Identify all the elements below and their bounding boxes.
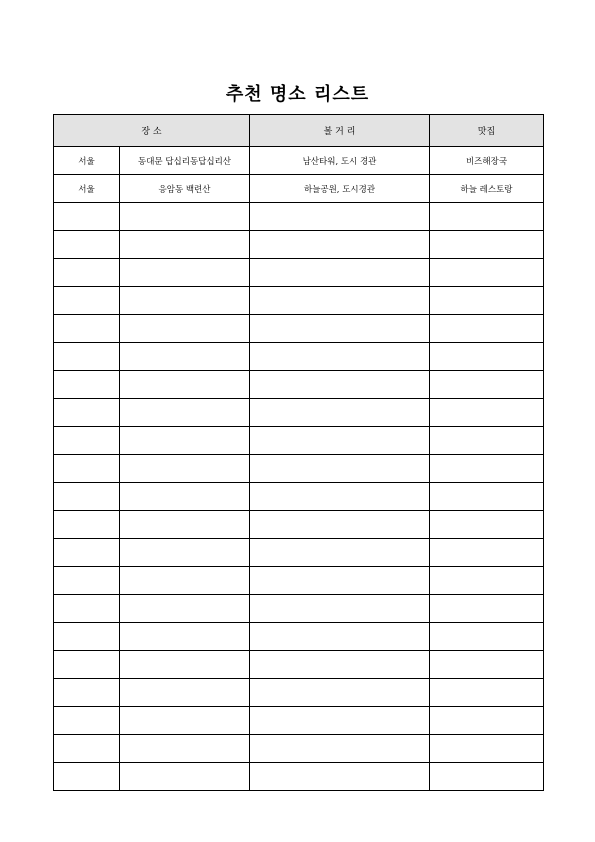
- table-row: [54, 707, 544, 735]
- table-row: [54, 343, 544, 371]
- cell-place: [120, 763, 250, 791]
- cell-sights: [250, 651, 430, 679]
- cell-region: [54, 287, 120, 315]
- cell-place: [120, 539, 250, 567]
- cell-place: [120, 735, 250, 763]
- cell-place: [120, 371, 250, 399]
- cell-region: 서울: [54, 175, 120, 203]
- cell-place: [120, 707, 250, 735]
- cell-place: [120, 259, 250, 287]
- cell-region: [54, 595, 120, 623]
- table-header-row: [54, 115, 544, 147]
- cell-region: [54, 651, 120, 679]
- cell-sights: [250, 763, 430, 791]
- cell-place: [120, 427, 250, 455]
- cell-region: [54, 343, 120, 371]
- cell-sights: [250, 455, 430, 483]
- cell-sights: [250, 511, 430, 539]
- table-row: [54, 399, 544, 427]
- cell-food: [430, 343, 544, 371]
- cell-food: [430, 259, 544, 287]
- cell-food: 비즈해장국: [430, 147, 544, 175]
- cell-sights: [250, 427, 430, 455]
- table-row: [54, 511, 544, 539]
- cell-food: [430, 287, 544, 315]
- cell-region: [54, 203, 120, 231]
- table-row: [54, 735, 544, 763]
- cell-food: [430, 371, 544, 399]
- cell-place: [120, 203, 250, 231]
- cell-sights: 남산타워, 도시 경관: [250, 147, 430, 175]
- cell-place: [120, 231, 250, 259]
- cell-region: [54, 539, 120, 567]
- table-row: [54, 483, 544, 511]
- cell-sights: [250, 203, 430, 231]
- table-row: [54, 203, 544, 231]
- table-row: [54, 567, 544, 595]
- cell-sights: [250, 343, 430, 371]
- table-row: [54, 595, 544, 623]
- cell-place: [120, 679, 250, 707]
- cell-sights: [250, 623, 430, 651]
- cell-place: [120, 399, 250, 427]
- cell-food: [430, 511, 544, 539]
- cell-place: [120, 623, 250, 651]
- cell-food: [430, 679, 544, 707]
- cell-region: [54, 763, 120, 791]
- cell-sights: 하늘공원, 도시경관: [250, 175, 430, 203]
- cell-food: [430, 707, 544, 735]
- cell-sights: [250, 707, 430, 735]
- cell-region: [54, 455, 120, 483]
- cell-food: [430, 623, 544, 651]
- table-row: [54, 231, 544, 259]
- table-row: [54, 259, 544, 287]
- cell-region: [54, 399, 120, 427]
- cell-food: [430, 315, 544, 343]
- cell-sights: [250, 231, 430, 259]
- cell-food: [430, 455, 544, 483]
- cell-food: [430, 427, 544, 455]
- cell-place: 동대문 답십리동답십리산: [120, 147, 250, 175]
- cell-food: 하늘 레스토랑: [430, 175, 544, 203]
- cell-place: [120, 343, 250, 371]
- place-list-table: [53, 114, 544, 791]
- cell-food: [430, 539, 544, 567]
- cell-region: [54, 707, 120, 735]
- table-row: [54, 679, 544, 707]
- cell-place: [120, 651, 250, 679]
- header-place: 장 소: [54, 115, 250, 147]
- cell-food: [430, 399, 544, 427]
- cell-food: [430, 595, 544, 623]
- cell-region: [54, 511, 120, 539]
- table-row: [54, 539, 544, 567]
- cell-place: [120, 483, 250, 511]
- cell-place: [120, 511, 250, 539]
- cell-place: [120, 287, 250, 315]
- header-food: 맛집: [430, 115, 544, 147]
- cell-food: [430, 231, 544, 259]
- cell-sights: [250, 399, 430, 427]
- cell-region: [54, 735, 120, 763]
- cell-place: [120, 455, 250, 483]
- table-row: [54, 763, 544, 791]
- cell-sights: [250, 259, 430, 287]
- cell-region: [54, 679, 120, 707]
- cell-region: [54, 315, 120, 343]
- cell-sights: [250, 539, 430, 567]
- page-title: 추천 명소 리스트: [225, 84, 370, 105]
- table-row: [54, 287, 544, 315]
- header-sights: 볼 거 리: [250, 115, 430, 147]
- cell-food: [430, 651, 544, 679]
- cell-region: [54, 427, 120, 455]
- cell-sights: [250, 735, 430, 763]
- cell-food: [430, 567, 544, 595]
- cell-region: [54, 231, 120, 259]
- cell-food: [430, 763, 544, 791]
- cell-place: [120, 595, 250, 623]
- cell-place: [120, 567, 250, 595]
- cell-food: [430, 203, 544, 231]
- cell-sights: [250, 567, 430, 595]
- cell-food: [430, 483, 544, 511]
- cell-place: [120, 315, 250, 343]
- table-row: [54, 427, 544, 455]
- table-row: [54, 147, 544, 175]
- cell-region: [54, 259, 120, 287]
- table-row: [54, 623, 544, 651]
- cell-region: [54, 567, 120, 595]
- cell-sights: [250, 679, 430, 707]
- cell-food: [430, 735, 544, 763]
- cell-region: [54, 371, 120, 399]
- cell-sights: [250, 595, 430, 623]
- table-row: [54, 175, 544, 203]
- cell-sights: [250, 371, 430, 399]
- table-row: [54, 455, 544, 483]
- cell-region: [54, 483, 120, 511]
- table-row: [54, 315, 544, 343]
- table-row: [54, 371, 544, 399]
- cell-place: 응암동 백련산: [120, 175, 250, 203]
- cell-region: 서울: [54, 147, 120, 175]
- cell-sights: [250, 483, 430, 511]
- cell-sights: [250, 315, 430, 343]
- table-row: [54, 651, 544, 679]
- cell-sights: [250, 287, 430, 315]
- cell-region: [54, 623, 120, 651]
